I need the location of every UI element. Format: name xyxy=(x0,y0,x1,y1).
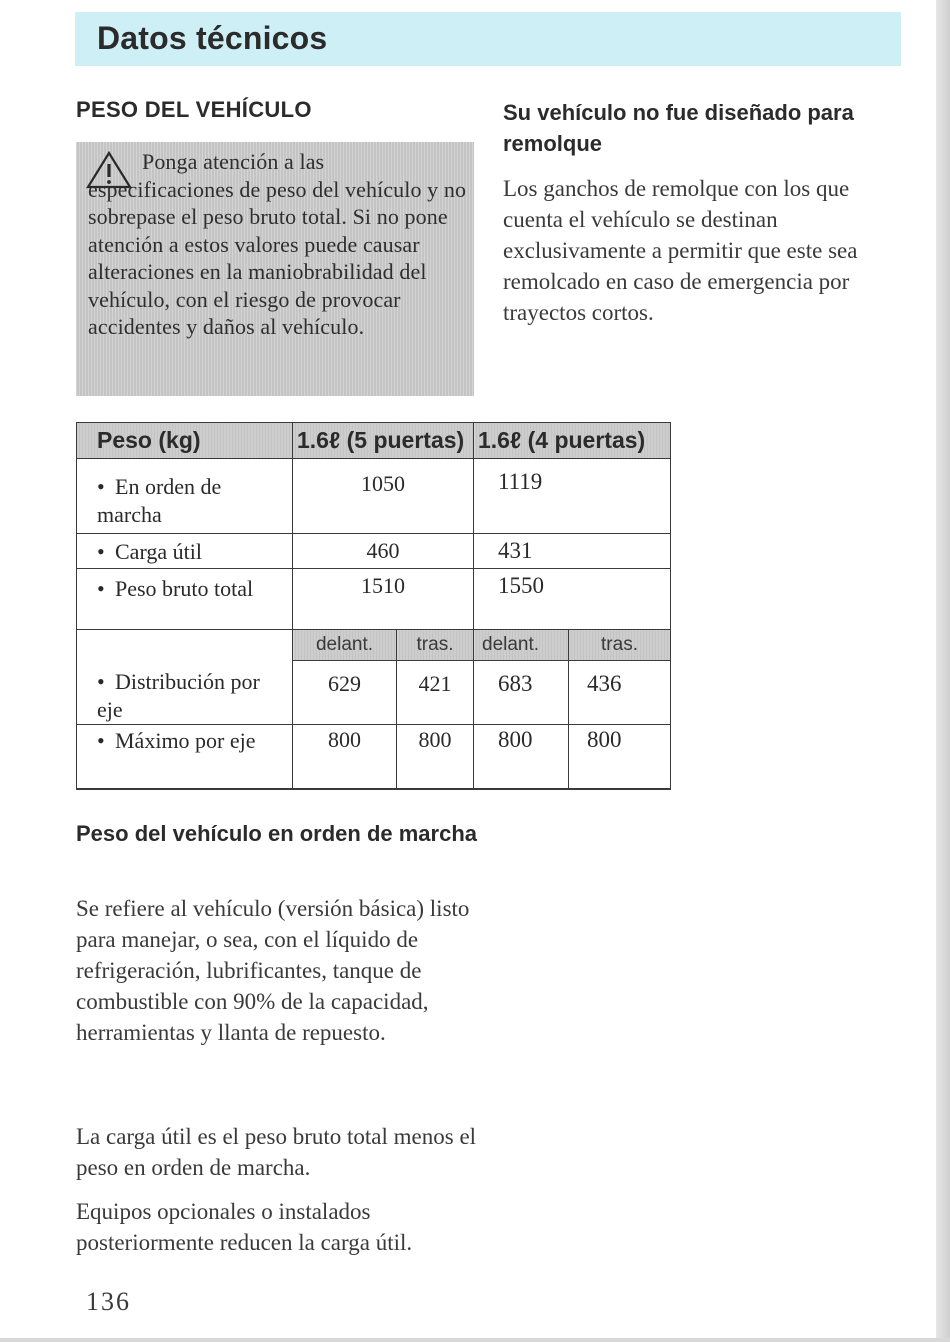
row-label-text: En orden de marcha xyxy=(97,474,222,527)
subheader-front: delant. xyxy=(474,630,569,661)
axle-value: 800 xyxy=(293,725,397,789)
header-band xyxy=(75,12,901,66)
running-order-heading: Peso del vehículo en orden de marcha xyxy=(76,821,478,846)
axle-value: 800 xyxy=(397,725,474,789)
row-label: • Distribución por eje xyxy=(77,630,293,725)
value-four-door: 1550 xyxy=(474,569,671,630)
table-header-four-door: 1.6ℓ (4 puertas) xyxy=(474,423,671,459)
axle-value: 421 xyxy=(397,661,474,725)
table-row xyxy=(77,725,671,789)
row-label: • En orden de marcha xyxy=(77,459,293,534)
running-order-paragraph: Se refiere al vehículo (versión básica) listo para manejar, o sea, con el líquido de refrigeración, lubrificantes, tanque de combustible con 90% de la capacidad, herramientas y llanta de repuesto. xyxy=(76,896,470,1045)
table-header-five-door: 1.6ℓ (5 puertas) xyxy=(293,423,474,459)
table-row xyxy=(77,534,671,569)
axle-value: 629 xyxy=(293,661,397,725)
table-row xyxy=(77,459,671,534)
axle-subheader-row xyxy=(77,630,671,661)
row-label: • Carga útil xyxy=(77,534,293,569)
weight-table xyxy=(76,422,671,790)
page-edge-shadow xyxy=(936,0,950,1342)
towing-body: Los ganchos de remolque con los que cuenta el vehículo se destinan exclusivamente a permitir que este sea remolcado en caso de emergencia por trayectos cortos. xyxy=(503,176,858,325)
subheader-front: delant. xyxy=(293,630,397,661)
page-title: Datos técnicos xyxy=(97,20,328,56)
weight-section-heading: PESO DEL VEHÍCULO xyxy=(76,97,312,122)
axle-value: 800 xyxy=(569,725,671,789)
subheader-rear: tras. xyxy=(397,630,474,661)
warning-box xyxy=(76,142,474,396)
axle-value: 683 xyxy=(474,661,569,725)
towing-heading: Su vehículo no fue diseñado para remolque xyxy=(503,100,854,156)
page-number: 136 xyxy=(86,1287,131,1316)
value-five-door: 460 xyxy=(293,534,474,569)
axle-value: 436 xyxy=(569,661,671,725)
row-label-text: Máximo por eje xyxy=(115,728,256,753)
warning-text: Ponga atención a las especificaciones de peso del vehículo y no sobrepase el peso bruto total. Si no pone atención a estos valores puede causar alteraciones en la maniobrabilidad del vehículo, con el riesgo de provocar accidentes y daños al vehículo. xyxy=(88,149,467,339)
row-label: • Máximo por eje xyxy=(77,725,293,789)
value-four-door: 431 xyxy=(474,534,671,569)
table-row xyxy=(77,569,671,630)
value-four-door: 1119 xyxy=(474,459,671,534)
table-header-weight: Peso (kg) xyxy=(77,423,293,459)
axle-value: 800 xyxy=(474,725,569,789)
page-bottom-edge xyxy=(0,1338,950,1342)
table-header-row xyxy=(77,423,671,459)
value-five-door: 1510 xyxy=(293,569,474,630)
row-label: • Peso bruto total xyxy=(77,569,293,630)
row-label-text: Carga útil xyxy=(115,539,202,564)
subheader-rear: tras. xyxy=(569,630,671,661)
value-five-door: 1050 xyxy=(293,459,474,534)
optional-equipment-paragraph: Equipos opcionales o instalados posteriormente reducen la carga útil. xyxy=(76,1199,413,1255)
row-label-text: Peso bruto total xyxy=(115,576,254,601)
payload-paragraph: La carga útil es el peso bruto total menos el peso en orden de marcha. xyxy=(76,1124,477,1180)
row-label-text: Distribución por eje xyxy=(97,669,260,722)
